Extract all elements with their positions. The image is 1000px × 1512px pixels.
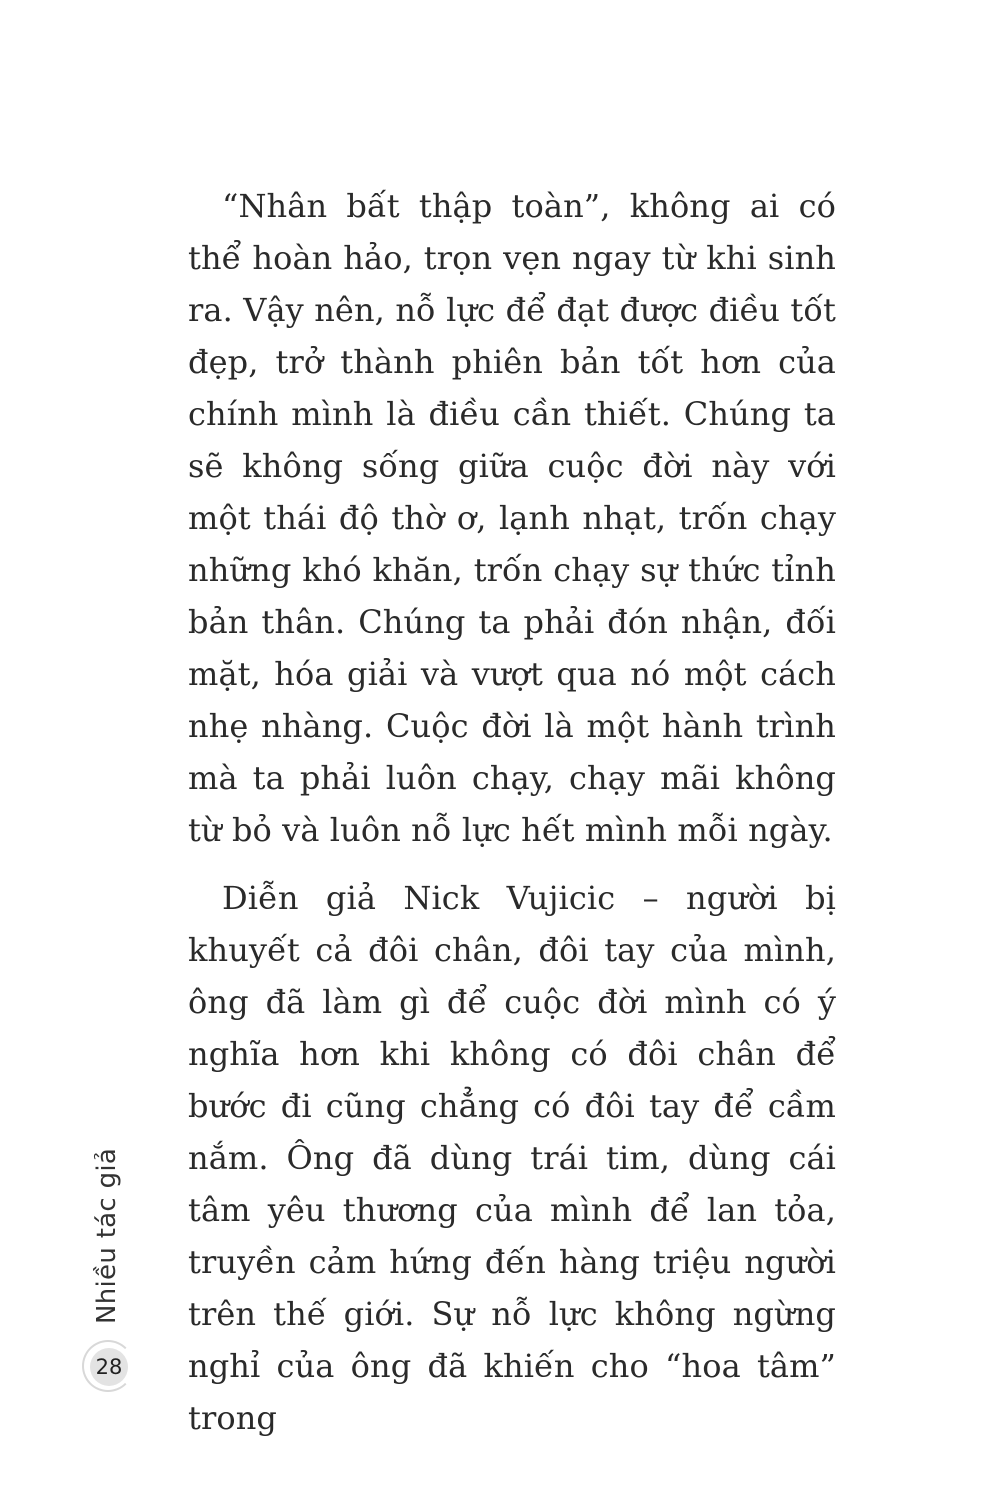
paragraph-2: Diễn giả Nick Vujicic – người bị khuyết cả đôi chân, đôi tay của mình, ông đã làm gì để cuộc đời mình có ý nghĩa hơn khi không có đôi chân để bước đi cũng chẳng có đôi tay để cầm nắm. Ông đã dùng trái tim, dùng cái tâm yêu thương của mình để lan tỏa, truyền cảm hứng đến hàng triệu người trên thế giới. Sự nỗ lực không ngừng nghỉ của ông đã khiến cho “hoa tâm” trong (188, 879, 836, 1437)
page-body (188, 180, 836, 1444)
page-number-badge (82, 1340, 136, 1394)
running-head-author: Nhiều tác giả (92, 1147, 122, 1324)
page-number: 28 (95, 1355, 123, 1379)
paragraph-1: “Nhân bất thập toàn”, không ai có thể hoàn hảo, trọn vẹn ngay từ khi sinh ra. Vậy nên, nỗ lực để đạt được điều tốt đẹp, trở thành phiên bản tốt hơn của chính mình là điều cần thiết. Chúng ta sẽ không sống giữa cuộc đời này với một thái độ thờ ơ, lạnh nhạt, trốn chạy những khó khăn, trốn chạy sự thức tỉnh bản thân. Chúng ta phải đón nhận, đối mặt, hóa giải và vượt qua nó một cách nhẹ nhàng. Cuộc đời là một hành trình mà ta phải luôn chạy, chạy mãi không từ bỏ và luôn nỗ lực hết mình mỗi ngày. (188, 187, 836, 849)
